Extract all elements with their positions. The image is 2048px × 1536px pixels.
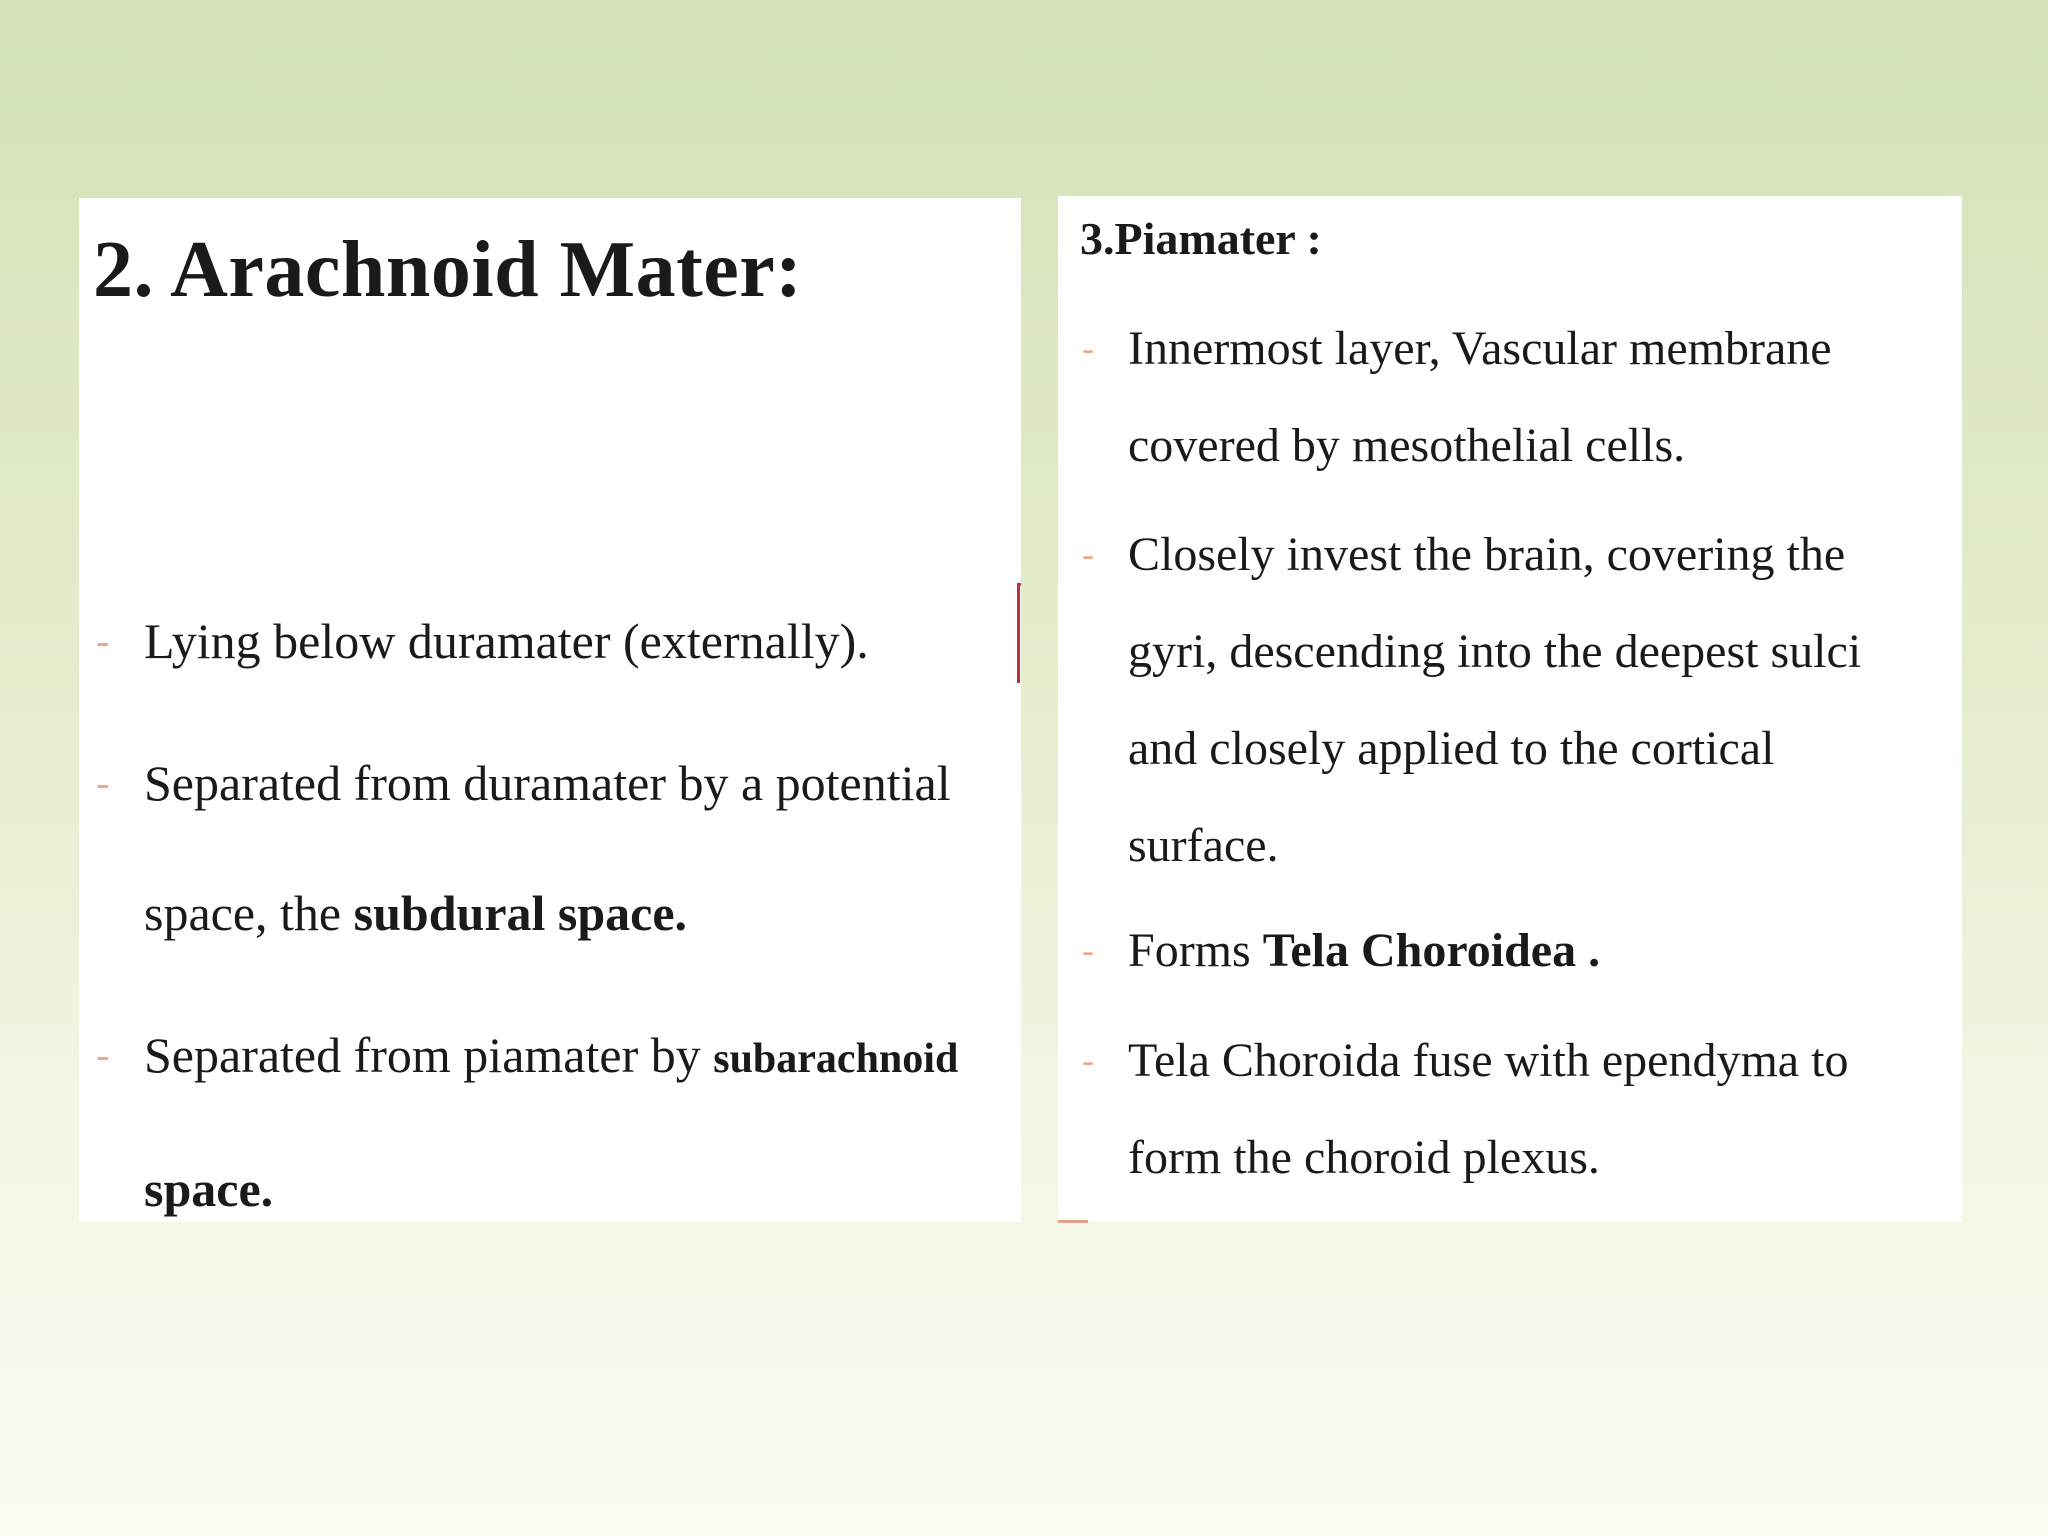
bullet-item xyxy=(96,718,951,978)
piamater-panel xyxy=(1058,196,1962,1222)
subarachnoid-term: subarachnoid xyxy=(713,1036,959,1082)
tela-choroidea-term: Tela Choroidea . xyxy=(1262,924,1601,977)
bullet-item xyxy=(1082,300,1832,494)
bullet-text: covered by mesothelial cells. xyxy=(1128,419,1686,472)
dash-icon: - xyxy=(96,760,110,805)
bullet-text: Innermost layer, Vascular membrane xyxy=(1128,322,1832,375)
dash-icon: - xyxy=(1082,534,1094,574)
bullet-text: surface. xyxy=(1128,819,1279,872)
bullet-text: Lying below duramater (externally). xyxy=(144,613,869,669)
bullet-text-line1 xyxy=(144,990,958,1124)
bullet-text: Separated from piamater by xyxy=(144,1027,714,1083)
bullet-text: form the choroid plexus. xyxy=(1128,1131,1600,1184)
bullet-text: Closely invest the brain, covering the xyxy=(1128,528,1846,581)
bullet-text-line2 xyxy=(144,848,951,978)
bullet-text: gyri, descending into the deepest sulci xyxy=(1128,625,1862,678)
dash-icon: - xyxy=(1082,1040,1094,1080)
bullet-item xyxy=(1082,1012,1849,1206)
dash-icon: - xyxy=(1082,328,1094,368)
bullet-item xyxy=(1082,902,1601,999)
bullet-item xyxy=(96,576,869,706)
red-underline-mark xyxy=(1058,1220,1088,1223)
dash-icon: - xyxy=(1082,930,1094,970)
arachnoid-heading: 2. Arachnoid Mater: xyxy=(93,226,803,314)
bullet-item xyxy=(1082,506,1862,894)
bullet-item xyxy=(96,990,959,1254)
bullet-text-line2 xyxy=(144,1124,958,1254)
bullet-text: Separated from duramater by a potential xyxy=(144,755,951,811)
dash-icon: - xyxy=(96,1032,110,1077)
bullet-text-line1 xyxy=(1128,902,1600,999)
space-term: space. xyxy=(144,1161,274,1217)
bullet-text: Forms xyxy=(1128,924,1263,977)
piamater-heading: 3.Piamater : xyxy=(1080,213,1322,264)
dash-icon: - xyxy=(96,618,110,663)
subdural-space-term: subdural space. xyxy=(353,885,688,941)
bullet-text: space, the xyxy=(144,885,354,941)
bullet-text: Tela Choroida fuse with ependyma to xyxy=(1128,1034,1849,1087)
red-bracket-mark xyxy=(1017,583,1021,683)
arachnoid-mater-panel xyxy=(79,198,1021,1222)
bullet-text: and closely applied to the cortical xyxy=(1128,722,1775,775)
